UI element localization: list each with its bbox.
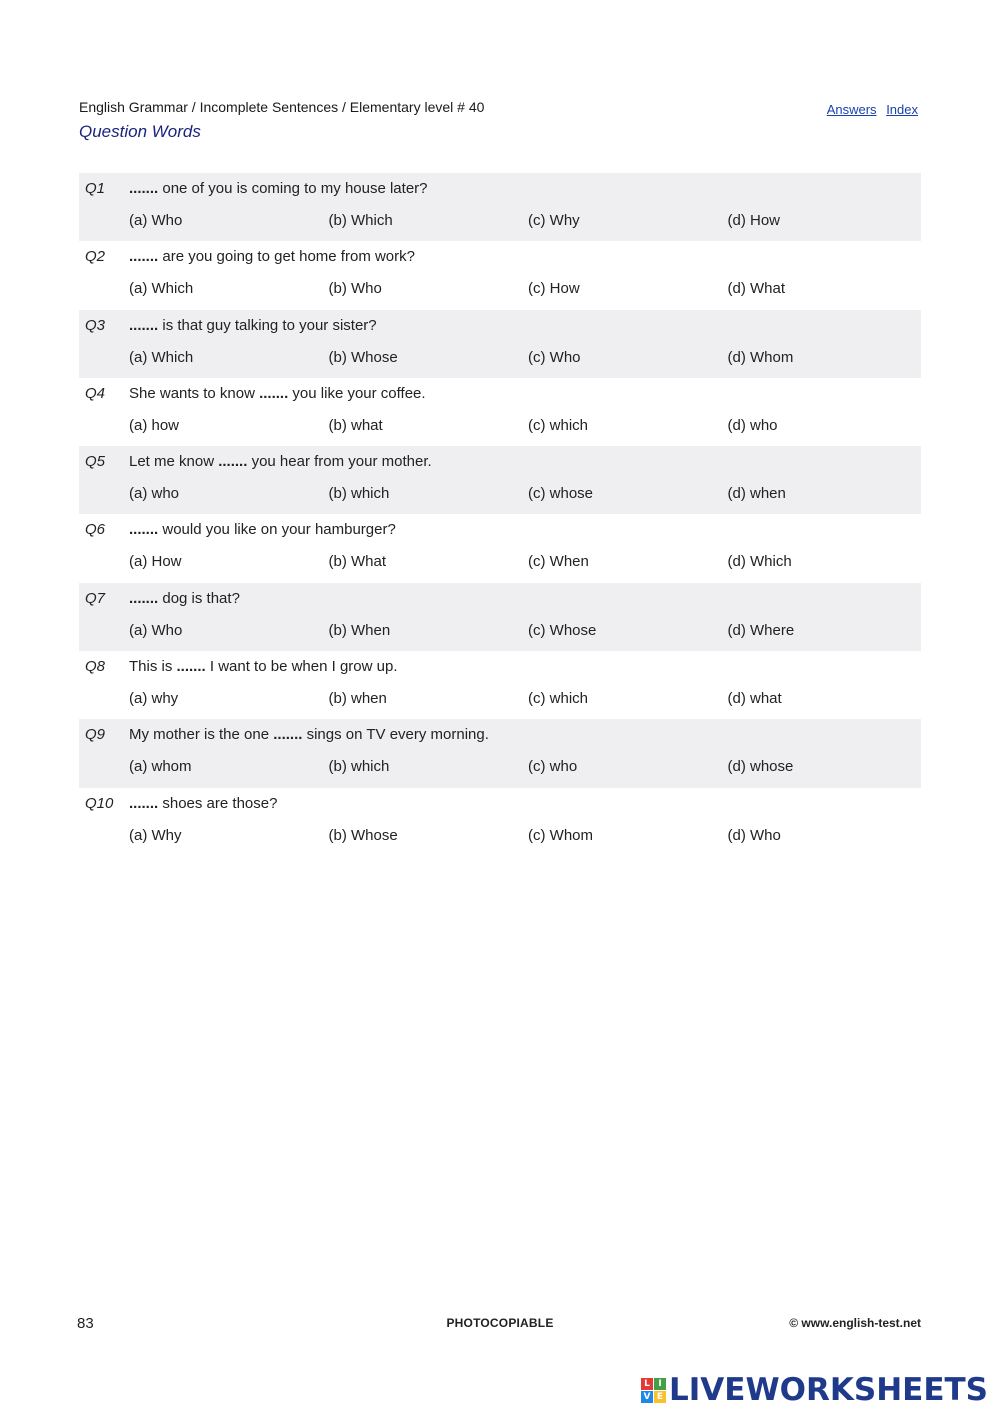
question-number: Q3: [85, 316, 106, 334]
question-text-before: My mother is the one: [129, 726, 274, 744]
question-text-before: Let me know: [129, 453, 219, 471]
logo-grid-cell: V: [641, 1391, 653, 1403]
question-number: Q7: [85, 589, 106, 607]
logo-grid-cell: L: [641, 1378, 653, 1390]
answer-option[interactable]: (c) Whose: [528, 621, 597, 639]
answer-option[interactable]: (d) Whom: [727, 348, 794, 366]
question-list: [79, 173, 921, 856]
answer-option[interactable]: (b) What: [328, 553, 387, 571]
answer-option[interactable]: (a) Who: [129, 212, 183, 229]
question-item: [79, 719, 921, 787]
answer-blank[interactable]: .......: [129, 248, 159, 266]
answer-option[interactable]: (b) which: [328, 758, 390, 776]
question-number: Q6: [85, 521, 106, 539]
answer-option[interactable]: (c) Why: [528, 212, 580, 229]
answer-blank[interactable]: .......: [129, 589, 159, 607]
answer-blank[interactable]: .......: [129, 180, 159, 197]
answer-option[interactable]: (b) When: [328, 621, 391, 639]
logo-grid-cell: I: [654, 1378, 666, 1390]
page-number: 83: [77, 1315, 94, 1332]
question-text-after: you hear from your mother.: [247, 453, 432, 471]
logo-text: LIVEWORKSHEETS: [669, 1372, 988, 1408]
answer-option[interactable]: (a) How: [129, 553, 182, 571]
question-item: [79, 446, 921, 514]
answer-option[interactable]: (d) when: [727, 485, 786, 503]
question-number: Q5: [85, 453, 106, 471]
answer-option[interactable]: (c) Who: [528, 348, 581, 366]
breadcrumb: English Grammar / Incomplete Sentences / Elementary level # 40: [79, 99, 485, 115]
answer-blank[interactable]: .......: [129, 521, 159, 539]
logo-grid-cell: E: [654, 1391, 666, 1403]
question-text: [129, 248, 415, 265]
page-title: Question Words: [79, 122, 201, 141]
question-text-after: shoes are those?: [158, 794, 278, 812]
question-text-before: She wants to know: [129, 384, 260, 402]
question-number: Q4: [85, 384, 106, 402]
copyright-text: © www.english-test.net: [789, 1316, 921, 1330]
question-text: [129, 180, 428, 197]
logo-grid-icon: [641, 1378, 666, 1403]
answer-blank[interactable]: .......: [129, 316, 159, 334]
question-text-after: are you going to get home from work?: [158, 248, 415, 266]
answer-blank[interactable]: .......: [129, 794, 159, 812]
question-item: [79, 378, 921, 446]
question-number: Q1: [85, 180, 106, 197]
answer-option[interactable]: (d) what: [727, 690, 782, 708]
photocopiable-note: PHOTOCOPIABLE: [446, 1316, 554, 1330]
answer-option[interactable]: (a) Which: [129, 280, 194, 298]
top-links: [821, 102, 918, 117]
question-text-after: would you like on your hamburger?: [158, 521, 396, 539]
answer-blank[interactable]: .......: [259, 384, 289, 402]
question-item: [79, 310, 921, 378]
answer-option[interactable]: (d) Where: [727, 621, 795, 639]
answer-option[interactable]: (d) whose: [727, 758, 794, 776]
question-text: [129, 658, 397, 675]
answer-blank[interactable]: .......: [176, 658, 206, 676]
liveworksheets-logo: [641, 1374, 988, 1406]
answer-option[interactable]: (d) Who: [727, 826, 781, 844]
question-text: [129, 726, 489, 743]
answer-option[interactable]: (c) which: [528, 416, 589, 434]
answer-option[interactable]: (d) How: [727, 212, 781, 229]
question-text-after: sings on TV every morning.: [302, 726, 489, 744]
question-text-before: This is: [129, 658, 177, 676]
question-text-after: you like your coffee.: [288, 384, 426, 402]
question-number: Q8: [85, 658, 106, 676]
answer-option[interactable]: (c) Whom: [528, 826, 593, 844]
question-text-after: one of you is coming to my house later?: [158, 180, 428, 197]
question-text: [129, 453, 432, 470]
answer-option[interactable]: (a) Why: [129, 826, 182, 844]
question-text-after: dog is that?: [158, 589, 240, 607]
answer-option[interactable]: (a) Who: [129, 621, 183, 639]
answer-blank[interactable]: .......: [218, 453, 248, 471]
answer-option[interactable]: (a) Which: [129, 348, 194, 366]
answer-option[interactable]: (c) who: [528, 758, 578, 776]
answer-option[interactable]: (c) whose: [528, 485, 594, 503]
question-text-after: I want to be when I grow up.: [205, 658, 398, 676]
answer-option[interactable]: (b) Who: [328, 280, 382, 298]
answer-option[interactable]: (c) which: [528, 690, 589, 708]
question-item: [79, 583, 921, 651]
answer-blank[interactable]: .......: [273, 726, 303, 744]
question-text: [129, 521, 396, 538]
answer-option[interactable]: (c) When: [528, 553, 589, 571]
answer-option[interactable]: (b) which: [328, 485, 390, 503]
answer-option[interactable]: (a) who: [129, 485, 180, 503]
question-number: Q2: [85, 248, 106, 266]
question-item: [79, 173, 921, 241]
answer-option[interactable]: (b) when: [328, 690, 387, 708]
answer-option[interactable]: (a) why: [129, 690, 179, 708]
answer-option[interactable]: (b) what: [328, 416, 383, 434]
index-link[interactable]: Index: [886, 102, 918, 117]
question-number: Q9: [85, 726, 106, 744]
question-number: Q10: [85, 794, 114, 812]
answer-option[interactable]: (b) Whose: [328, 348, 398, 366]
answer-option[interactable]: (d) What: [727, 280, 786, 298]
question-text: [129, 385, 426, 402]
question-text: [129, 317, 377, 334]
answer-option[interactable]: (a) how: [129, 416, 180, 434]
answer-option[interactable]: (d) who: [727, 416, 778, 434]
answers-link[interactable]: Answers: [826, 102, 877, 117]
question-item: [79, 651, 921, 719]
answer-option[interactable]: (b) Which: [328, 212, 393, 229]
answer-option[interactable]: (a) whom: [129, 758, 192, 776]
answer-option[interactable]: (b) Whose: [328, 826, 398, 844]
question-item: [79, 241, 921, 309]
question-text-after: is that guy talking to your sister?: [158, 316, 377, 334]
question-text: [129, 795, 277, 812]
question-text: [129, 590, 240, 607]
question-item: [79, 514, 921, 582]
question-item: [79, 788, 921, 856]
answer-option[interactable]: (c) How: [528, 280, 580, 298]
answer-option[interactable]: (d) Which: [727, 553, 792, 571]
